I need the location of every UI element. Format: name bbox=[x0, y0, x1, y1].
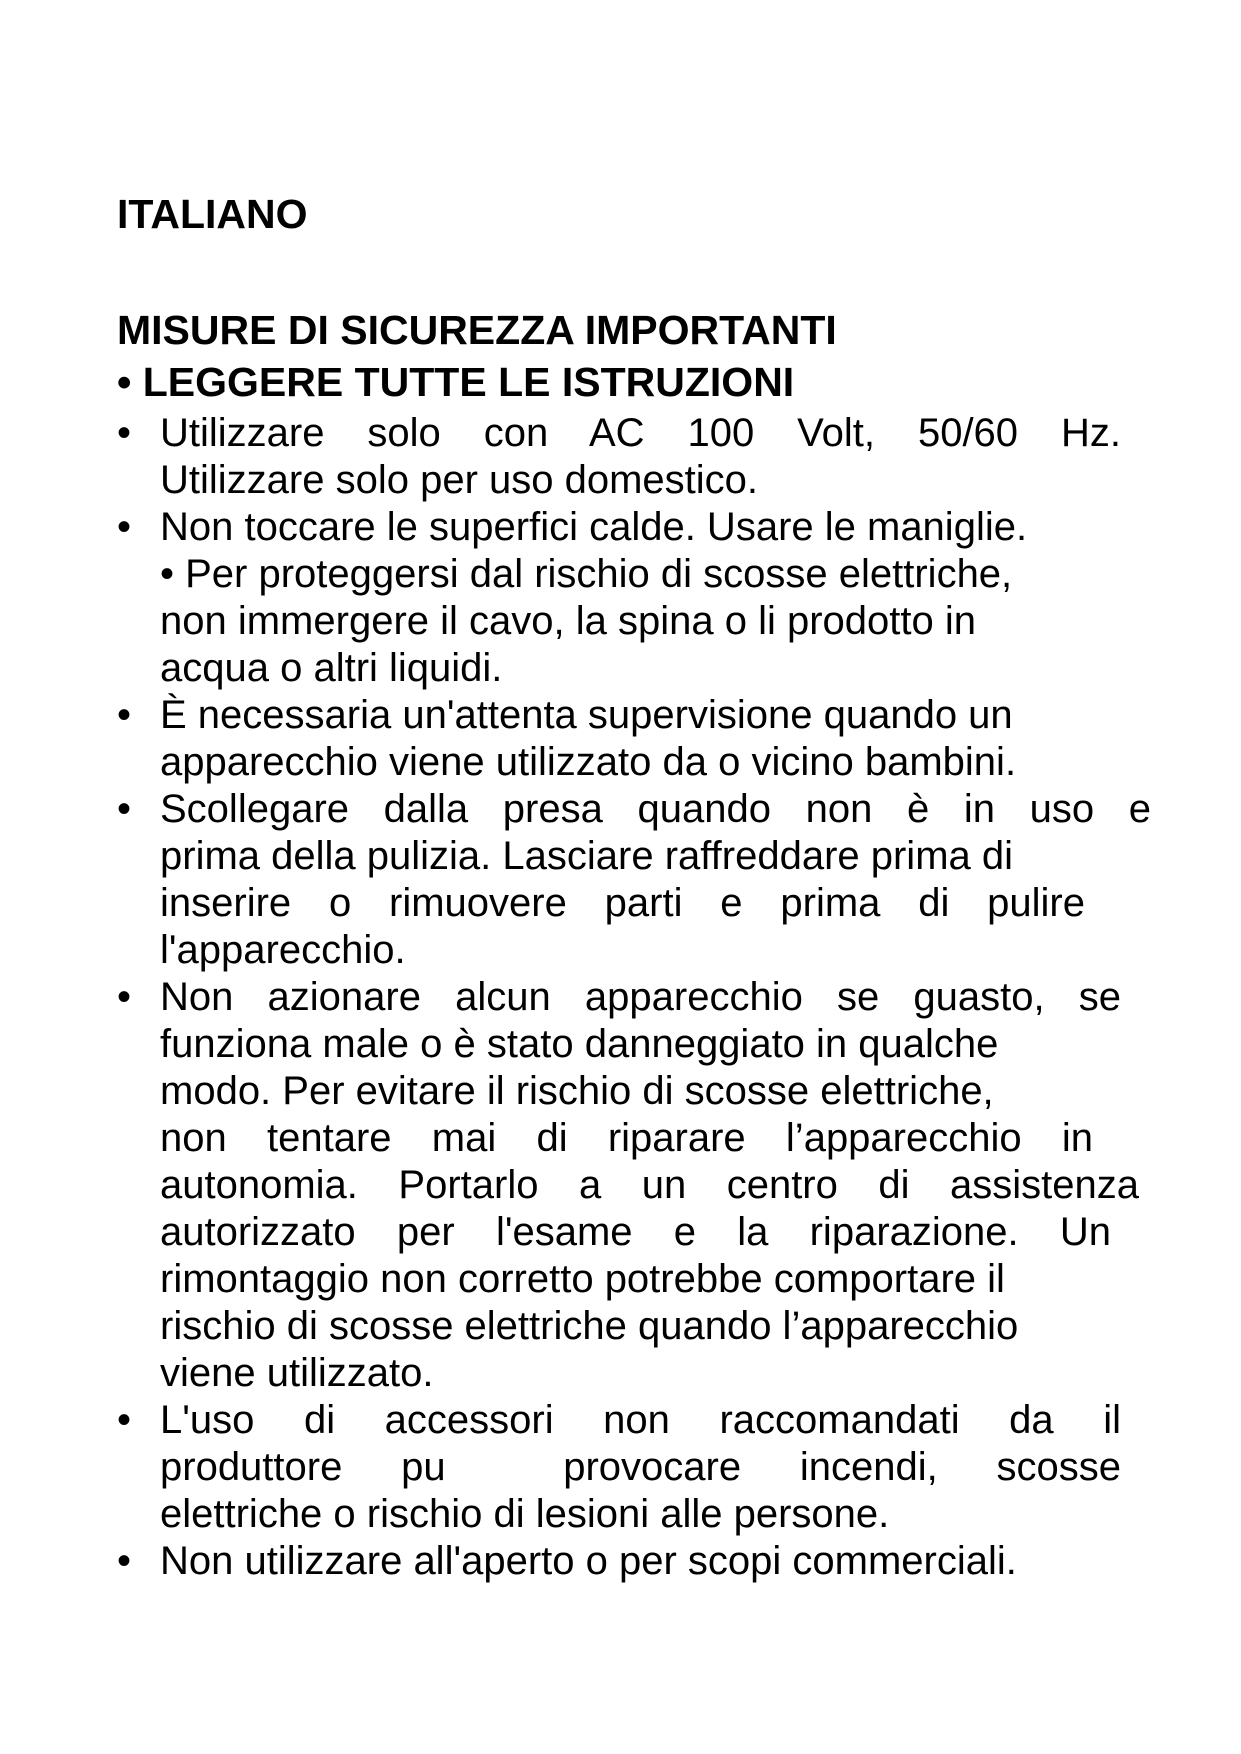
bullet-icon: • bbox=[117, 505, 132, 549]
list-item-line: non tentare mai di riparare l’apparecchio in bbox=[160, 1116, 1093, 1160]
list-item-line: Scollegare dalla presa quando non è in uso e bbox=[160, 787, 1151, 831]
list-item-line: apparecchio viene utilizzato da o vicino bambini. bbox=[160, 740, 1017, 784]
list-item-line: Non azionare alcun apparecchio se guasto, se bbox=[160, 975, 1121, 1019]
list-item-line: acqua o altri liquidi. bbox=[160, 646, 503, 690]
list-item-line: produttore pu provocare incendi, scosse bbox=[160, 1445, 1121, 1489]
list-item-line: autonomia. Portarlo a un centro di assistenza bbox=[160, 1163, 1139, 1207]
list-item-line: • Per proteggersi dal rischio di scosse elettriche, bbox=[160, 552, 1013, 596]
list-item-line: L'uso di accessori non raccomandati da il bbox=[160, 1398, 1121, 1442]
list-item-line: rimontaggio non corretto potrebbe comportare il bbox=[160, 1257, 1005, 1301]
language-heading: ITALIANO bbox=[117, 191, 308, 237]
list-item-line: elettriche o rischio di lesioni alle persone. bbox=[160, 1492, 890, 1536]
list-item-line: prima della pulizia. Lasciare raffreddare prima di bbox=[160, 834, 1014, 878]
list-item-line: autorizzato per l'esame e la riparazione. Un bbox=[160, 1210, 1111, 1254]
list-item-line: È necessaria un'attenta supervisione quando un bbox=[160, 693, 1013, 737]
list-item bbox=[117, 974, 1139, 1397]
list-item bbox=[117, 1397, 1121, 1538]
list-item-line: modo. Per evitare il rischio di scosse elettriche, bbox=[160, 1069, 994, 1113]
bullet-icon: • bbox=[117, 1539, 132, 1583]
list-item-line: Utilizzare solo con AC 100 Volt, 50/60 Hz. bbox=[160, 411, 1121, 455]
bullet-icon: • bbox=[117, 1398, 132, 1442]
read-all-instructions-bullet: • LEGGERE TUTTE LE ISTRUZIONI bbox=[117, 359, 795, 405]
list-item-line: viene utilizzato. bbox=[160, 1351, 434, 1395]
bullet-icon: • bbox=[117, 787, 132, 831]
bullet-icon: • bbox=[117, 693, 132, 737]
bullet-icon: • bbox=[117, 975, 132, 1019]
list-item bbox=[117, 504, 1121, 551]
list-item bbox=[117, 692, 1121, 786]
list-item bbox=[117, 551, 1121, 692]
list-item bbox=[117, 786, 1151, 974]
list-item-line: l'apparecchio. bbox=[160, 928, 406, 972]
list-item bbox=[117, 1538, 1121, 1585]
section-title: MISURE DI SICUREZZA IMPORTANTI bbox=[117, 307, 837, 353]
list-item-line: rischio di scosse elettriche quando l’apparecchio bbox=[160, 1304, 1019, 1348]
list-item-line: inserire o rimuovere parti e prima di pulire bbox=[160, 881, 1085, 925]
list-item-line: non immergere il cavo, la spina o li prodotto in bbox=[160, 599, 976, 643]
bullet-icon: • bbox=[117, 411, 132, 455]
list-item-line: funziona male o è stato danneggiato in qualche bbox=[160, 1022, 999, 1066]
list-item-line: Utilizzare solo per uso domestico. bbox=[160, 458, 759, 502]
list-item-line: Non toccare le superfici calde. Usare le maniglie. bbox=[160, 505, 1028, 549]
safety-instructions-list bbox=[117, 410, 1151, 1585]
list-item bbox=[117, 410, 1121, 504]
list-item-line: Non utilizzare all'aperto o per scopi commerciali. bbox=[160, 1539, 1017, 1583]
